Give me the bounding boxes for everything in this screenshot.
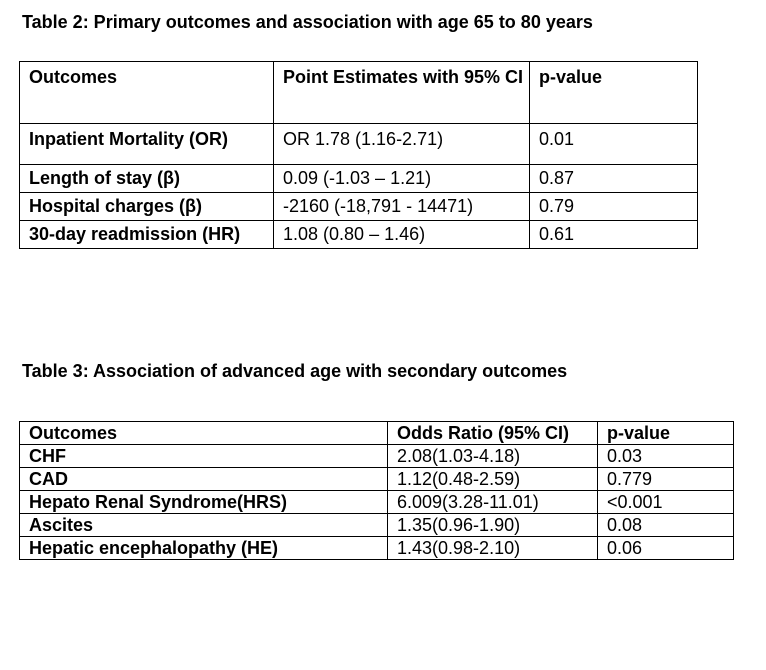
table-row — [20, 165, 698, 193]
table2-caption: Table 2: Primary outcomes and association with age 65 to 80 years — [22, 12, 593, 32]
odds-ratio-cell: 1.43(0.98-2.10) — [388, 537, 598, 560]
header-outcomes: Outcomes — [20, 422, 388, 445]
odds-ratio-cell: 2.08(1.03-4.18) — [388, 445, 598, 468]
outcome-cell: Ascites — [20, 514, 388, 537]
table3-caption: Table 3: Association of advanced age with secondary outcomes — [22, 361, 568, 381]
estimate-cell: OR 1.78 (1.16-2.71) — [274, 124, 530, 165]
table-row — [20, 193, 698, 221]
p-value-cell: 0.06 — [598, 537, 734, 560]
table-header-row — [20, 62, 698, 124]
estimate-cell: -2160 (-18,791 - 14471) — [274, 193, 530, 221]
outcome-cell: CAD — [20, 468, 388, 491]
estimate-cell: 1.08 (0.80 – 1.46) — [274, 221, 530, 249]
table-row — [20, 124, 698, 165]
outcome-cell: Hospital charges (β) — [20, 193, 274, 221]
header-point-estimates: Point Estimates with 95% CI — [274, 62, 530, 124]
odds-ratio-cell: 6.009(3.28-11.01) — [388, 491, 598, 514]
table-row — [20, 221, 698, 249]
p-value-cell: 0.03 — [598, 445, 734, 468]
table-row — [20, 445, 734, 468]
outcome-cell: Inpatient Mortality (OR) — [20, 124, 274, 165]
table-row — [20, 537, 734, 560]
odds-ratio-cell: 1.35(0.96-1.90) — [388, 514, 598, 537]
outcome-cell: 30-day readmission (HR) — [20, 221, 274, 249]
p-value-cell: 0.779 — [598, 468, 734, 491]
header-p-value: p-value — [530, 62, 698, 124]
header-odds-ratio: Odds Ratio (95% CI) — [388, 422, 598, 445]
outcome-cell: CHF — [20, 445, 388, 468]
p-value-cell: <0.001 — [598, 491, 734, 514]
table-row — [20, 514, 734, 537]
p-value-cell: 0.01 — [530, 124, 698, 165]
p-value-cell: 0.79 — [530, 193, 698, 221]
outcome-cell: Length of stay (β) — [20, 165, 274, 193]
p-value-cell: 0.08 — [598, 514, 734, 537]
p-value-cell: 0.61 — [530, 221, 698, 249]
secondary-outcomes-table — [19, 421, 734, 560]
table-header-row — [20, 422, 734, 445]
table-row — [20, 468, 734, 491]
p-value-cell: 0.87 — [530, 165, 698, 193]
outcome-cell: Hepato Renal Syndrome(HRS) — [20, 491, 388, 514]
table-row — [20, 491, 734, 514]
header-outcomes: Outcomes — [20, 62, 274, 124]
estimate-cell: 0.09 (-1.03 – 1.21) — [274, 165, 530, 193]
odds-ratio-cell: 1.12(0.48-2.59) — [388, 468, 598, 491]
outcome-cell: Hepatic encephalopathy (HE) — [20, 537, 388, 560]
header-p-value: p-value — [598, 422, 734, 445]
primary-outcomes-table — [19, 61, 698, 249]
